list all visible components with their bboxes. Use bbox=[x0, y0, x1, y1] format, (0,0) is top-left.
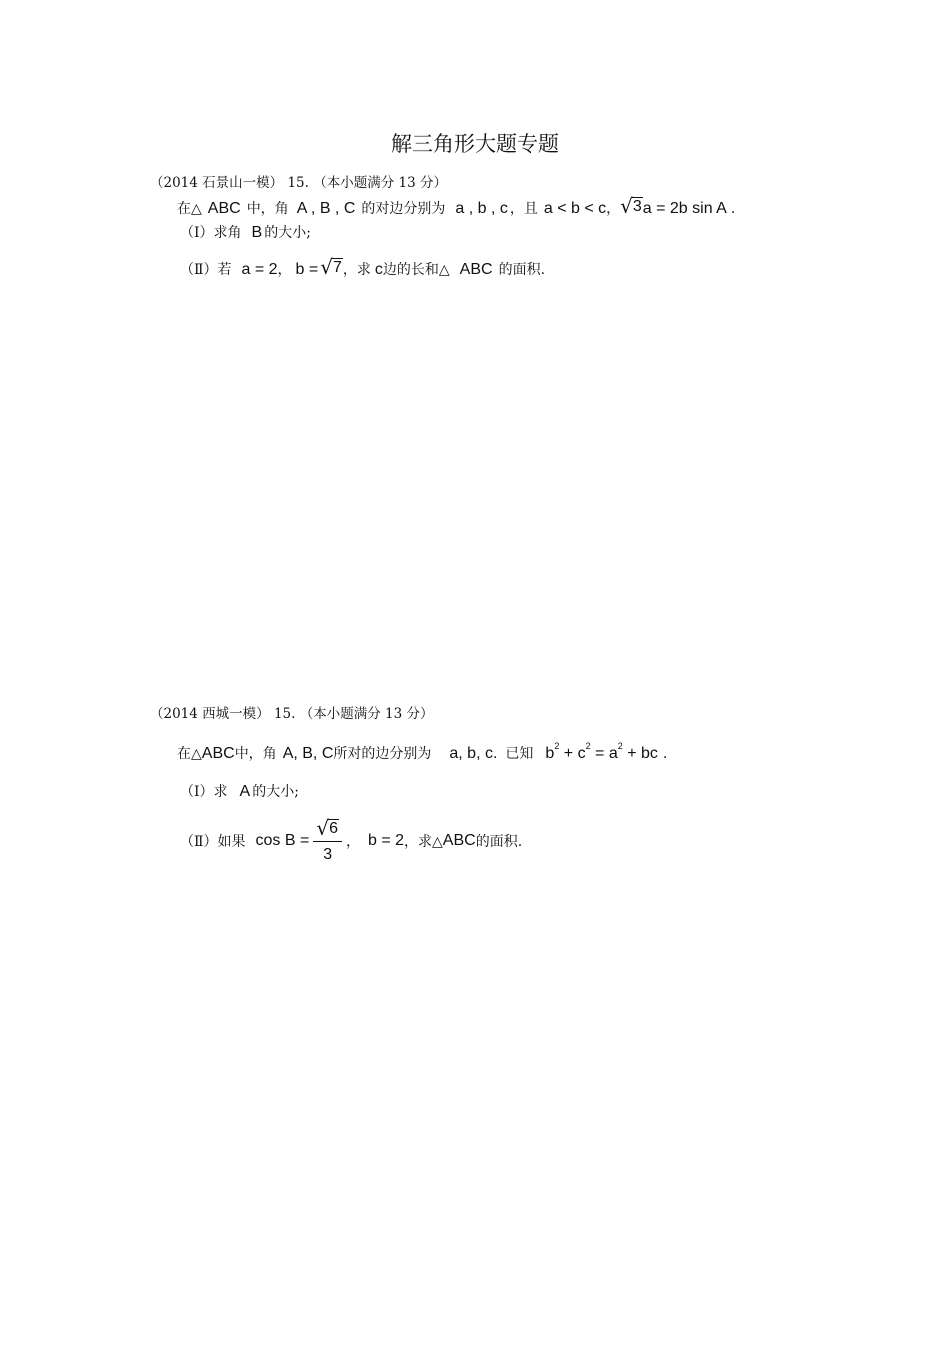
sqrt-expression bbox=[316, 818, 339, 838]
sides: a, b, c. bbox=[449, 745, 498, 762]
eq-term: + c bbox=[563, 745, 586, 762]
angles: A , B , C bbox=[296, 200, 356, 217]
given-b: b = bbox=[295, 261, 319, 278]
sqrt-expression bbox=[320, 257, 343, 277]
stem-text: 中，角 bbox=[246, 201, 289, 217]
part-label: （Ⅱ）如果 bbox=[180, 834, 246, 850]
part-comma: ， bbox=[345, 834, 360, 850]
stem-prefix: 在△ bbox=[177, 201, 202, 217]
problem-1-part-2 bbox=[180, 257, 545, 279]
part-text: 的大小; bbox=[252, 784, 299, 800]
stem-text: 已知 bbox=[505, 746, 534, 762]
stem-text: ，且 bbox=[509, 201, 538, 217]
part-label: （Ⅰ）求 bbox=[180, 784, 228, 800]
triangle-name: ABC bbox=[459, 261, 493, 278]
sqrt-expression bbox=[620, 196, 643, 216]
radical-sign: √ bbox=[316, 816, 330, 840]
sides: a , b , c bbox=[455, 200, 508, 217]
part-text: 的大小; bbox=[264, 225, 311, 241]
equation bbox=[545, 741, 657, 763]
eq-term: b bbox=[545, 745, 555, 762]
stem-text: 所对的边分别为 bbox=[333, 746, 432, 762]
radicand: 6 bbox=[329, 820, 338, 838]
stem-end: . bbox=[662, 746, 668, 762]
cos-expression: cos B = bbox=[255, 832, 310, 849]
exponent: 2 bbox=[585, 741, 591, 751]
part-text: 的面积. bbox=[475, 834, 523, 850]
part-label: （Ⅰ）求角 bbox=[180, 225, 242, 241]
eq-term: = a bbox=[595, 745, 618, 762]
equation: a = 2b sin A bbox=[642, 200, 727, 217]
page-title: 解三角形大题专题 bbox=[391, 132, 559, 156]
given-a: a = 2 bbox=[241, 261, 278, 278]
inequality: a < b < c bbox=[543, 200, 607, 217]
stem-end: . bbox=[730, 201, 736, 217]
stem-comma: ， bbox=[606, 201, 621, 217]
fraction bbox=[313, 818, 342, 864]
part-text: ，求 bbox=[342, 262, 371, 278]
stem-text: 中，角 bbox=[234, 746, 277, 762]
triangle-name: ABC bbox=[207, 200, 241, 217]
problem-1-part-1 bbox=[180, 222, 311, 242]
radicand: 7 bbox=[332, 259, 342, 277]
part-text: 的面积. bbox=[498, 262, 546, 278]
side-c: c bbox=[374, 261, 383, 278]
problem-2-header: （2014 西城一模） 15. （本小题满分 13 分） bbox=[150, 706, 434, 722]
part-text: 边的长和△ bbox=[382, 262, 450, 278]
stem-text: 的对边分别为 bbox=[361, 201, 446, 217]
problem-1-stem bbox=[177, 196, 735, 218]
fraction-numerator bbox=[313, 818, 342, 842]
radical-sign: √ bbox=[320, 255, 333, 279]
fraction-denominator: 3 bbox=[323, 846, 333, 863]
eq-term: + bc bbox=[627, 745, 658, 762]
radicand: 3 bbox=[632, 198, 642, 216]
radical-sign: √ bbox=[620, 194, 633, 218]
problem-1-header: （2014 石景山一模） 15. （本小题满分 13 分） bbox=[150, 175, 447, 191]
problem-2-stem bbox=[177, 741, 667, 763]
exponent: 2 bbox=[554, 741, 560, 751]
problem-2-part-2 bbox=[180, 818, 522, 864]
part-variable: B bbox=[251, 224, 263, 241]
part-comma: ， bbox=[277, 262, 292, 278]
part-label: （Ⅱ）若 bbox=[180, 262, 232, 278]
problem-2-part-1 bbox=[180, 781, 299, 801]
triangle-name: ABC bbox=[442, 832, 476, 849]
exponent: 2 bbox=[617, 741, 623, 751]
triangle-name: ABC bbox=[201, 745, 235, 762]
stem-prefix: 在△ bbox=[177, 746, 202, 762]
angles: A, B, C bbox=[282, 745, 334, 762]
given-b: b = 2 bbox=[367, 832, 405, 849]
part-variable: A bbox=[239, 783, 251, 800]
part-text: ，求△ bbox=[404, 834, 443, 850]
